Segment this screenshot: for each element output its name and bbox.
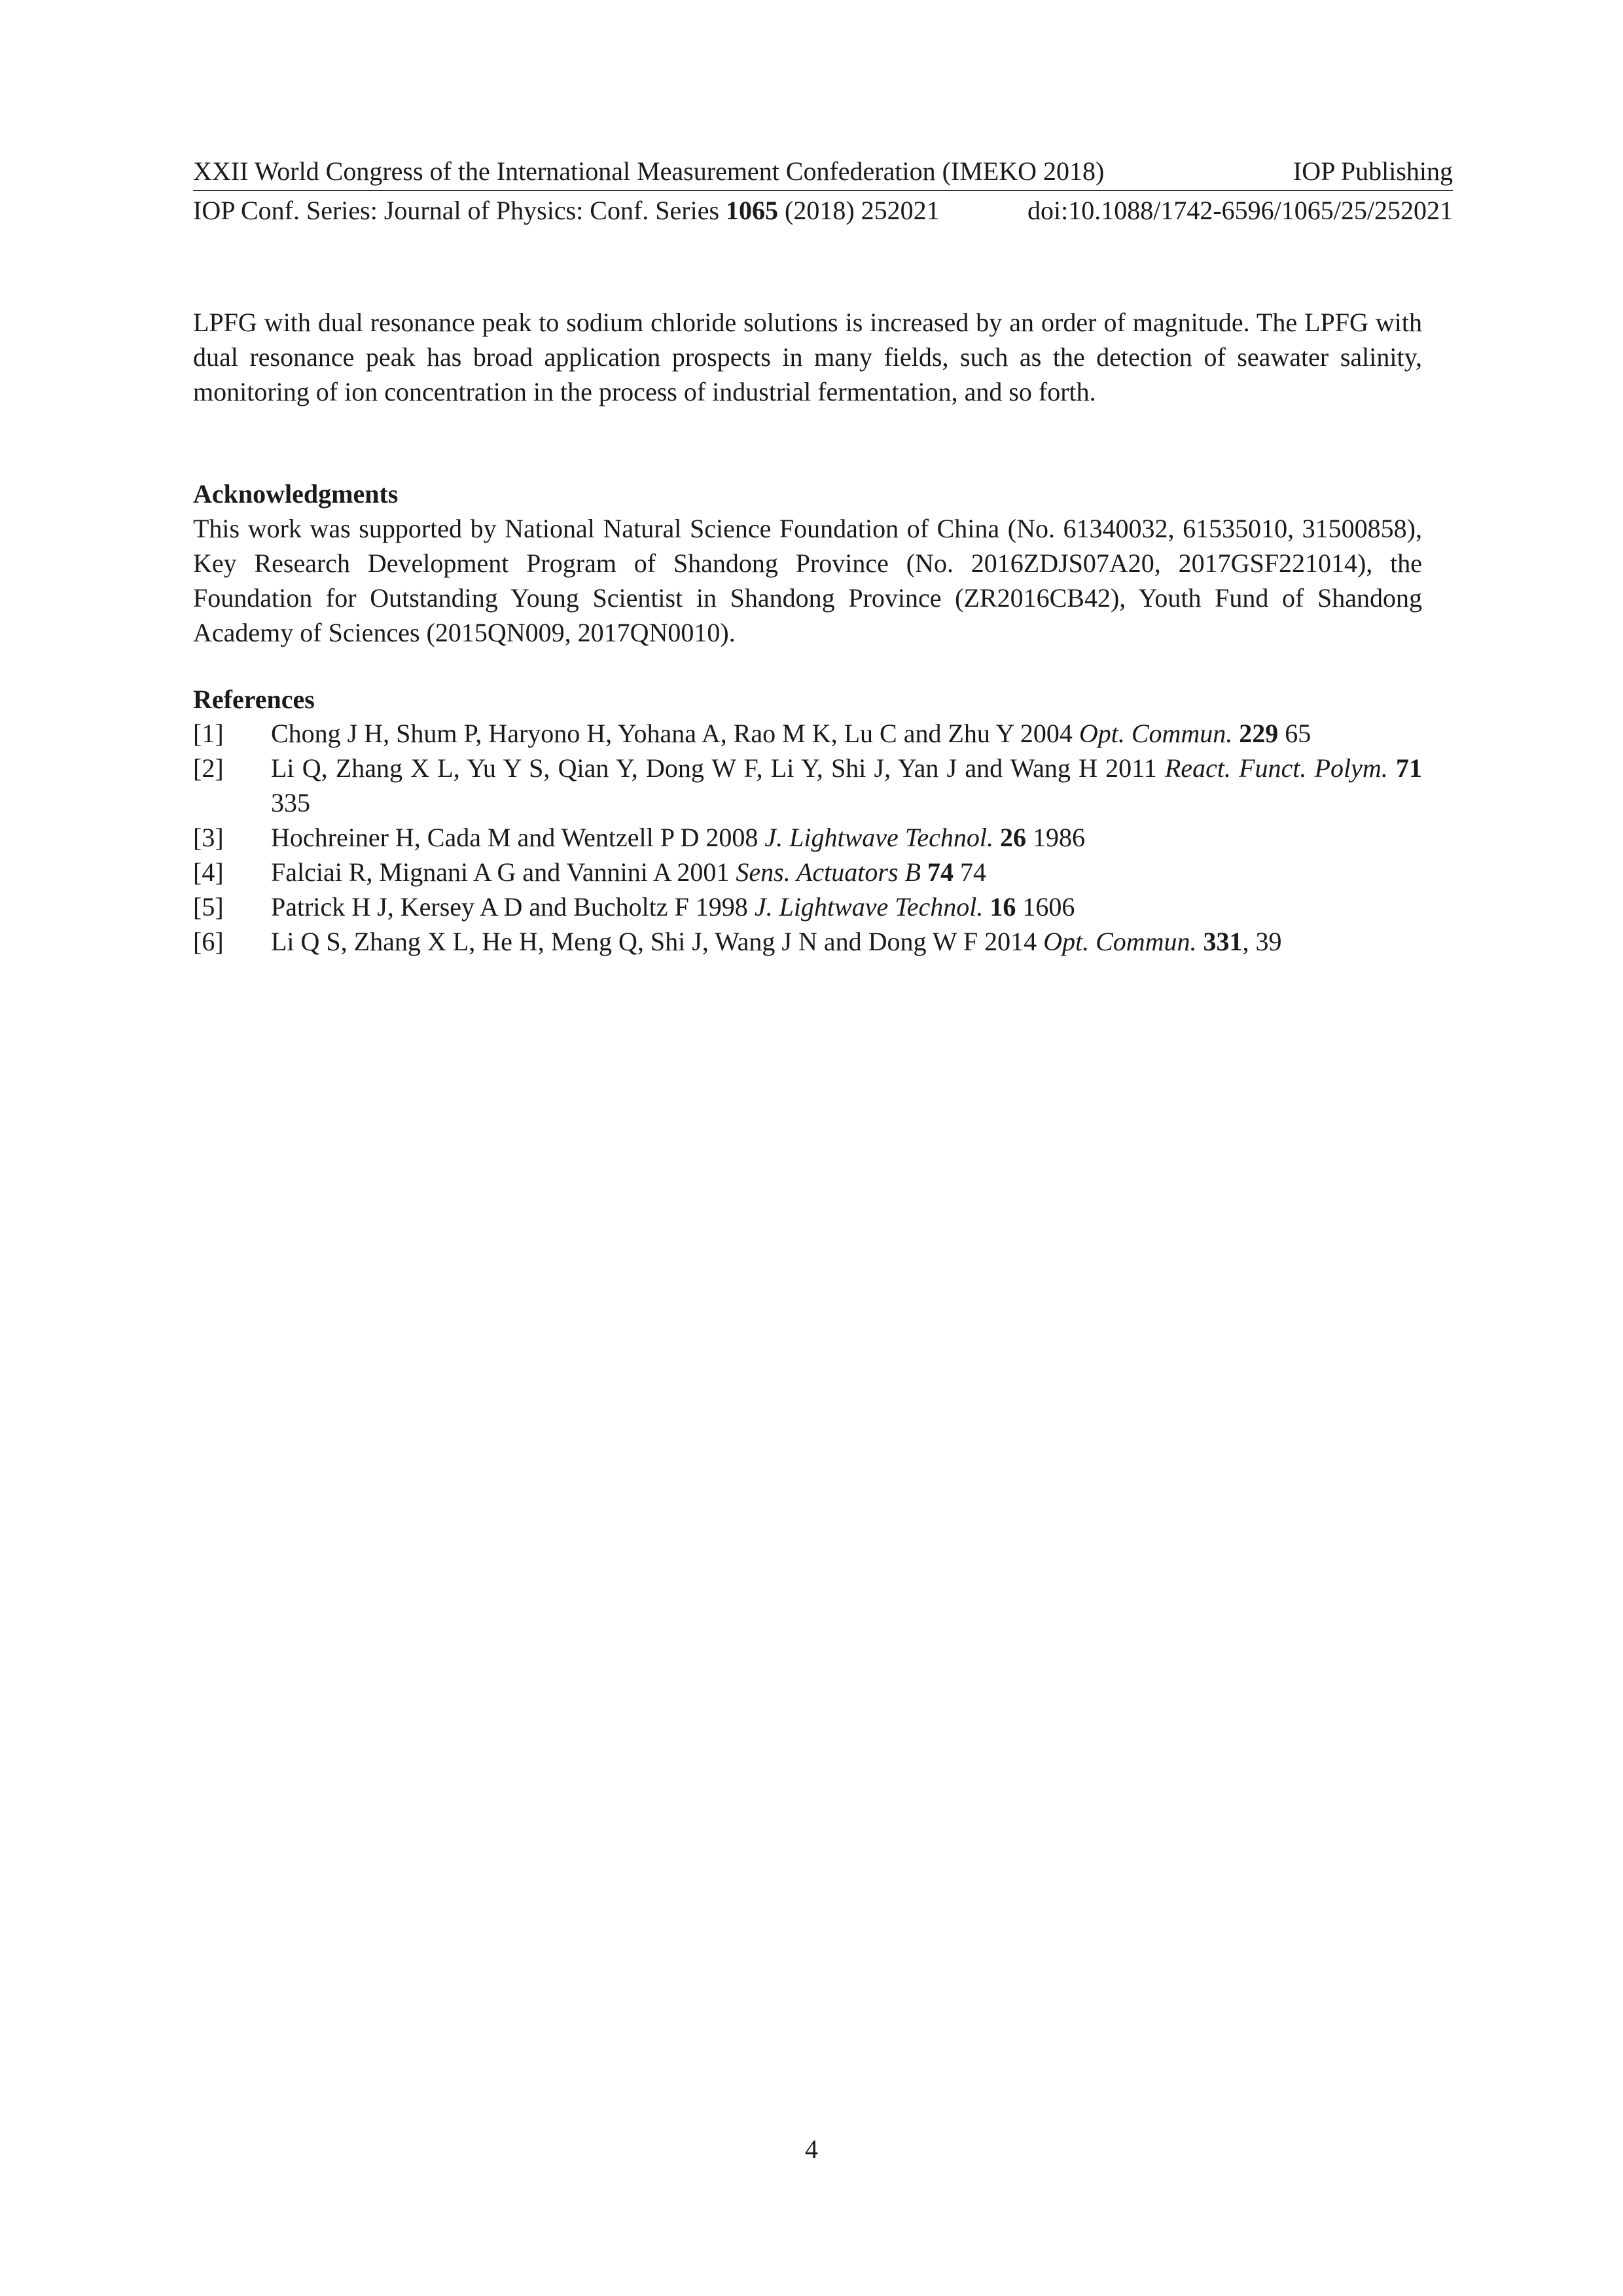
conclusion-paragraph: [193, 305, 1422, 409]
reference-volume: 26: [999, 823, 1026, 852]
reference-separator: [921, 857, 927, 887]
reference-item: [193, 820, 1422, 855]
running-header-top: [193, 154, 1453, 188]
reference-separator: [983, 892, 990, 922]
reference-item: [193, 924, 1422, 959]
reference-authors: Patrick H J, Kersey A D and Bucholtz F 1998: [271, 892, 755, 922]
reference-text: [271, 716, 1422, 751]
reference-authors: Li Q S, Zhang X L, He H, Meng Q, Shi J, Wang J N and Dong W F 2014: [271, 927, 1044, 956]
reference-separator: [1388, 753, 1396, 783]
reference-volume: 71: [1396, 753, 1423, 783]
reference-journal: Sens. Actuators B: [736, 857, 921, 887]
reference-volume: 74: [927, 857, 954, 887]
reference-pages: 74: [953, 857, 986, 887]
reference-journal: Opt. Commun.: [1079, 719, 1233, 748]
running-header-bottom: [193, 194, 1453, 228]
reference-authors: Falciai R, Mignani A G and Vannini A 2001: [271, 857, 736, 887]
header-divider: [193, 190, 1453, 191]
acknowledgments-text: This work was supported by National Natural Science Foundation of China (No. 61340032, 61535010, 31500858), Key Research Development Program of Shandong Province (No. 2016ZDJS07A20, 2017GSF221014), the Foundation for Outstanding Young Scientist in Shandong Province (ZR2016CB42), Youth Fund of Shandong Academy of Sciences (2015QN009, 2017QN0010).: [193, 514, 1422, 647]
reference-pages: 335: [271, 788, 310, 817]
reference-authors: Li Q, Zhang X L, Yu Y S, Qian Y, Dong W F, Li Y, Shi J, Yan J and Wang H 2011: [271, 753, 1165, 783]
reference-item: [193, 855, 1422, 889]
reference-number: [3]: [193, 823, 224, 852]
acknowledgments-heading: Acknowledgments: [193, 479, 399, 509]
reference-journal: J. Lightwave Technol.: [754, 892, 984, 922]
reference-authors: Chong J H, Shum P, Haryono H, Yohana A, Rao M K, Lu C and Zhu Y 2004: [271, 719, 1079, 748]
reference-pages: 1986: [1026, 823, 1085, 852]
publisher-name: IOP Publishing: [1293, 156, 1453, 186]
conference-title: XXII World Congress of the International Measurement Confederation (IMEKO 2018): [193, 156, 1105, 186]
reference-journal: J. Lightwave Technol.: [764, 823, 993, 852]
reference-text: [271, 855, 1422, 889]
reference-text: [271, 820, 1422, 855]
reference-journal: React. Funct. Polym.: [1164, 753, 1388, 783]
reference-text: [271, 889, 1422, 924]
reference-volume: 229: [1239, 719, 1279, 748]
series-citation: [193, 194, 940, 228]
reference-number: [5]: [193, 892, 224, 922]
references-heading: References: [193, 685, 315, 714]
page-number: 4: [805, 2134, 818, 2164]
doi-link[interactable]: doi:10.1088/1742-6596/1065/25/252021: [1027, 196, 1453, 225]
series-prefix: IOP Conf. Series: Journal of Physics: Conf. Series: [193, 196, 726, 225]
reference-separator: [1197, 927, 1204, 956]
series-volume: 1065: [726, 196, 779, 225]
reference-number: [4]: [193, 857, 224, 887]
reference-number: [1]: [193, 719, 224, 748]
reference-authors: Hochreiner H, Cada M and Wentzell P D 2008: [271, 823, 765, 852]
series-suffix: (2018) 252021: [778, 196, 940, 225]
reference-item: [193, 889, 1422, 924]
conclusion-text: LPFG with dual resonance peak to sodium chloride solutions is increased by an order of magnitude. The LPFG with dual resonance peak has broad application prospects in many fields, such as the detection of seawater salinity, monitoring of ion concentration in the process of industrial fermentation, and so forth.: [193, 308, 1422, 406]
reference-item: [193, 751, 1422, 820]
reference-list: [193, 716, 1422, 959]
reference-number: [2]: [193, 753, 224, 783]
reference-separator: [1232, 719, 1239, 748]
reference-number: [6]: [193, 927, 224, 956]
reference-volume: 331: [1203, 927, 1243, 956]
reference-text: [271, 924, 1422, 959]
reference-volume: 16: [990, 892, 1016, 922]
reference-item: [193, 716, 1422, 751]
reference-separator: [993, 823, 1000, 852]
reference-journal: Opt. Commun.: [1043, 927, 1197, 956]
acknowledgments-section: [193, 511, 1422, 650]
reference-pages: 1606: [1016, 892, 1075, 922]
reference-pages: , 39: [1242, 927, 1282, 956]
reference-text: [271, 751, 1422, 820]
reference-pages: 65: [1278, 719, 1311, 748]
